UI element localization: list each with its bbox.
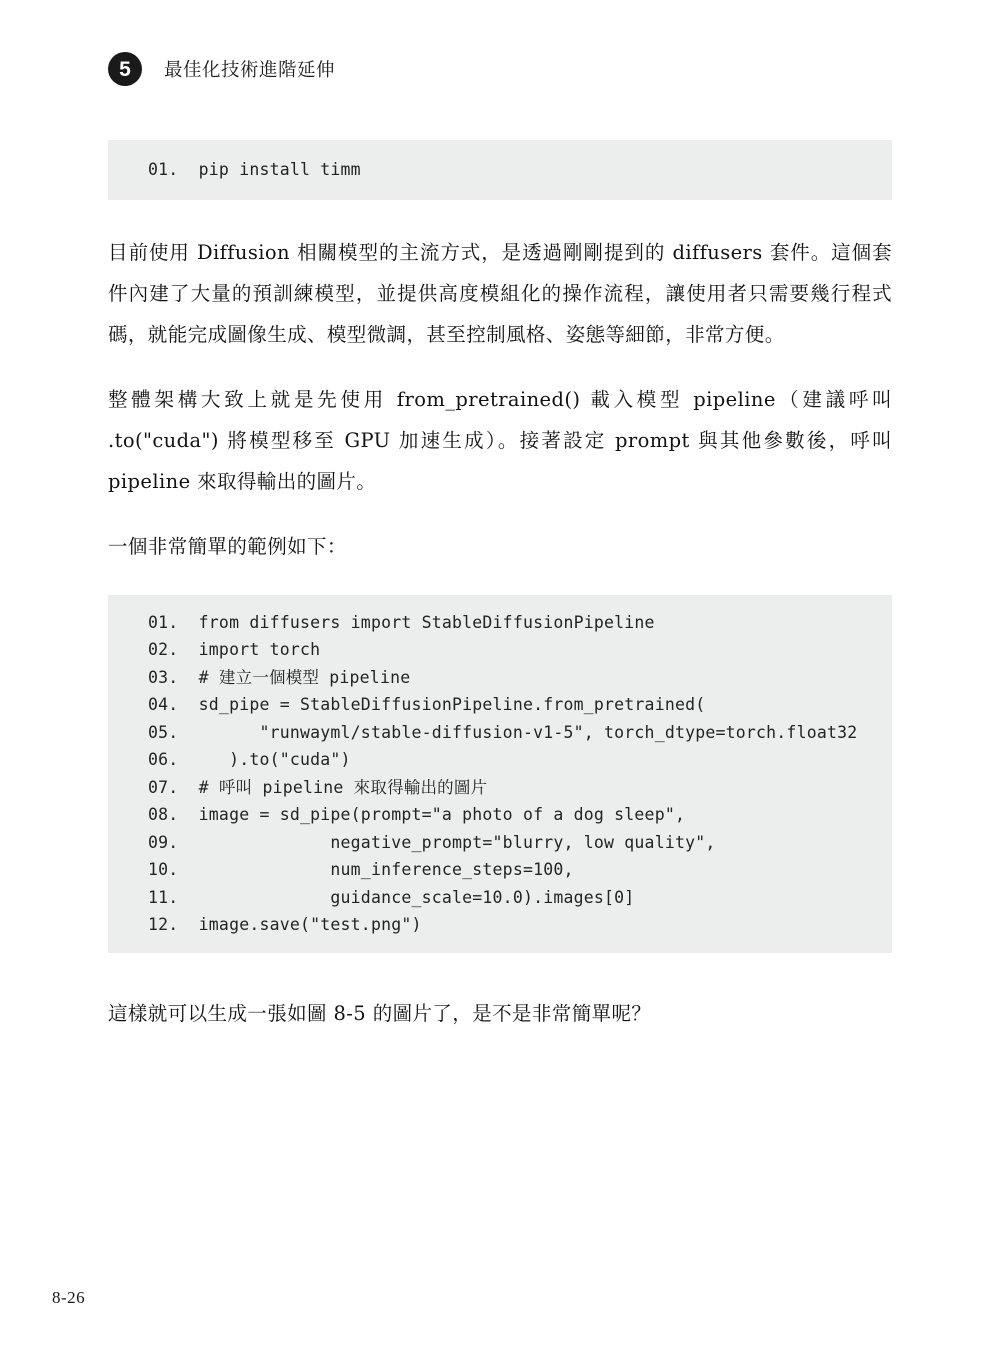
chapter-number-badge: 5 — [108, 52, 142, 86]
code-line: 10. num_inference_steps=100, — [148, 860, 574, 879]
chapter-title: 最佳化技術進階延伸 — [164, 60, 336, 81]
code-line: 12. image.save("test.png") — [148, 915, 422, 934]
page-header — [108, 52, 335, 86]
code-line: 08. image = sd_pipe(prompt="a photo of a dog sleep", — [148, 805, 686, 824]
paragraph-closing: 這樣就可以生成一張如圖 8-5 的圖片了，是不是非常簡單呢？ — [108, 1001, 652, 1025]
code-block-example — [108, 595, 892, 953]
code-block-install — [108, 140, 892, 200]
code-line: 05. "runwayml/stable-diffusion-v1-5", torch_dtype=torch.float32 — [148, 722, 858, 742]
code-line: 01. pip install timm — [148, 160, 361, 179]
paragraph-architecture: 整體架構大致上就是先使用 from_pretrained() 載入模型 pipeline（建議呼叫 .to("cuda") 將模型移至 GPU 加速生成）。接著設定 prompt 與其他參數後，呼叫 pipeline 來取得輸出的圖片。 — [108, 387, 892, 493]
code-line: 01. from diffusers import StableDiffusionPipeline — [148, 612, 655, 632]
code-line: 11. guidance_scale=10.0).images[0] — [148, 887, 635, 907]
code-line: 09. negative_prompt="blurry, low quality", — [148, 832, 716, 852]
paragraph-example-lead: 一個非常簡單的範例如下： — [108, 534, 347, 558]
page-content — [108, 140, 892, 1034]
code-line: 06. ).to("cuda") — [148, 750, 351, 769]
code-line: 07. # 呼叫 pipeline 來取得輸出的圖片 — [148, 777, 488, 797]
code-line: 02. import torch — [148, 640, 321, 659]
paragraph-diffusers-intro: 目前使用 Diffusion 相關模型的主流方式，是透過剛剛提到的 diffusers 套件。這個套件內建了大量的預訓練模型，並提供高度模組化的操作流程，讓使用者只需要幾行程式碼，就能完成圖像生成、模型微調，甚至控制風格、姿態等細節，非常方便。 — [108, 240, 892, 346]
code-line: 04. sd_pipe = StableDiffusionPipeline.from_pretrained( — [148, 695, 706, 714]
page-number: 8-26 — [52, 1288, 86, 1307]
code-line: 03. # 建立一個模型 pipeline — [148, 667, 411, 687]
